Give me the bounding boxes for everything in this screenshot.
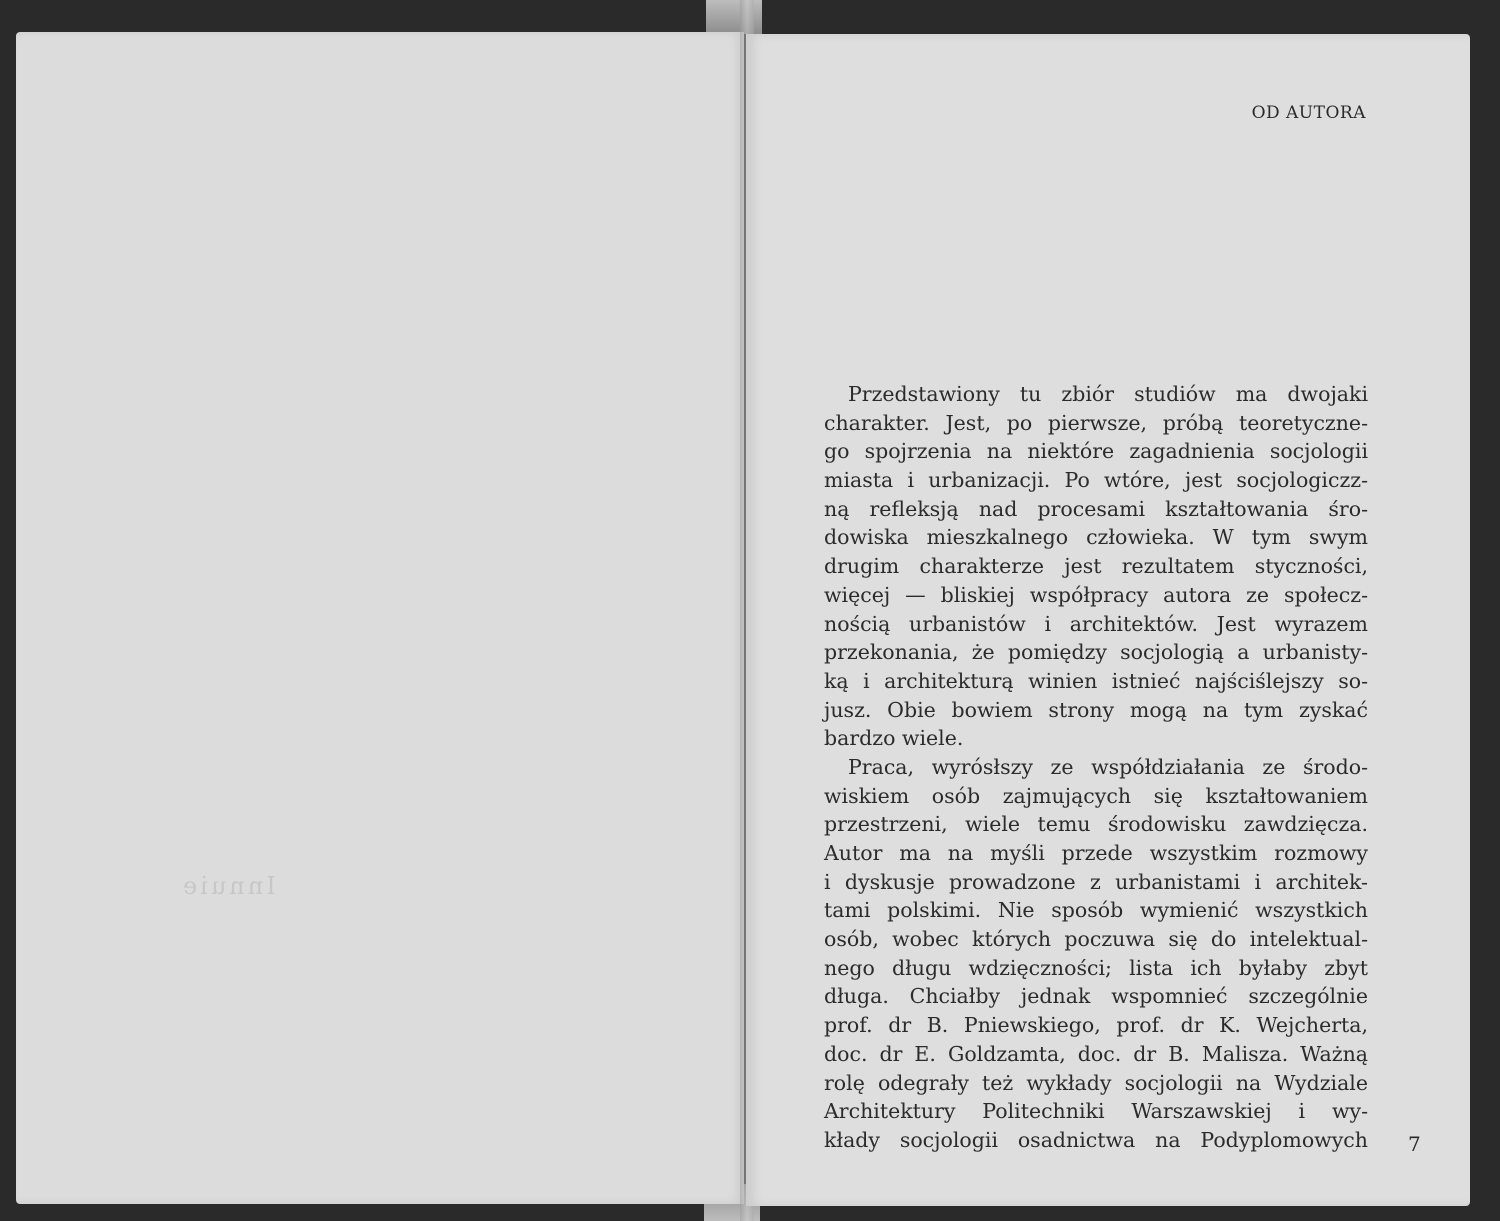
text-line: przestrzeni, wiele temu środowisku zawdzięcza. — [824, 812, 1368, 837]
text-line: rolę odegrały też wykłady socjologii na Wydziale — [824, 1070, 1368, 1095]
text-line: Praca, wyrósłszy ze współdziałania ze środo- — [848, 754, 1368, 779]
text-line: więcej — bliskiej współpracy autora ze społecz- — [824, 582, 1368, 607]
text-line: długa. Chciałby jednak wspomnieć szczególnie — [824, 984, 1368, 1009]
text-line: kłady socjologii osadnictwa na Podyplomowych — [824, 1127, 1368, 1152]
text-line: drugim charakterze jest rezultatem styczności, — [824, 554, 1368, 579]
text-line: jusz. Obie bowiem strony mogą na tym zyskać — [824, 697, 1368, 722]
text-line: wiskiem osób zajmujących się kształtowaniem — [824, 783, 1368, 808]
text-line: tami polskimi. Nie sposób wymienić wszystkich — [824, 898, 1368, 923]
text-line: miasta i urbanizacji. Po wtóre, jest socjologiczz- — [824, 468, 1368, 493]
text-line: go spojrzenia na niektóre zagadnienia socjologii — [824, 439, 1368, 464]
text-line: ną refleksją nad procesami kształtowania śro- — [824, 496, 1368, 521]
text-line: nego długu wdzięczności; lista ich byłaby zbyt — [824, 955, 1368, 980]
text-line: i dyskusje prowadzone z urbanistami i architek- — [824, 869, 1368, 894]
page-number: 7 — [1408, 1132, 1421, 1156]
left-page — [16, 32, 744, 1204]
text-line: osób, wobec których poczuwa się do intelektual- — [824, 927, 1368, 952]
text-line: Architektury Politechniki Warszawskiej i wy- — [824, 1099, 1368, 1124]
text-line: charakter. Jest, po pierwsze, próbą teoretyczne- — [824, 410, 1368, 435]
text-line: przekonania, że pomiędzy socjologią a urbanisty- — [824, 640, 1368, 665]
body-text — [824, 380, 1368, 1155]
text-line: dowiska mieszkalnego człowieka. W tym swym — [824, 525, 1368, 550]
text-line: ką i architekturą winien istnieć najściślejszy so- — [824, 668, 1368, 693]
bleed-through-text: Innuie — [180, 872, 276, 900]
text-line: doc. dr E. Goldzamta, doc. dr B. Malisza. Ważną — [824, 1041, 1368, 1066]
text-line: Autor ma na myśli przede wszystkim rozmowy — [824, 841, 1368, 865]
text-line: prof. dr B. Pniewskiego, prof. dr K. Wejcherta, — [824, 1013, 1368, 1038]
text-line: nością urbanistów i architektów. Jest wyrazem — [824, 611, 1368, 636]
text-line: Przedstawiony tu zbiór studiów ma dwojaki — [848, 382, 1368, 406]
text-line: bardzo wiele. — [824, 726, 964, 751]
running-head: OD AUTORA — [1251, 103, 1366, 123]
